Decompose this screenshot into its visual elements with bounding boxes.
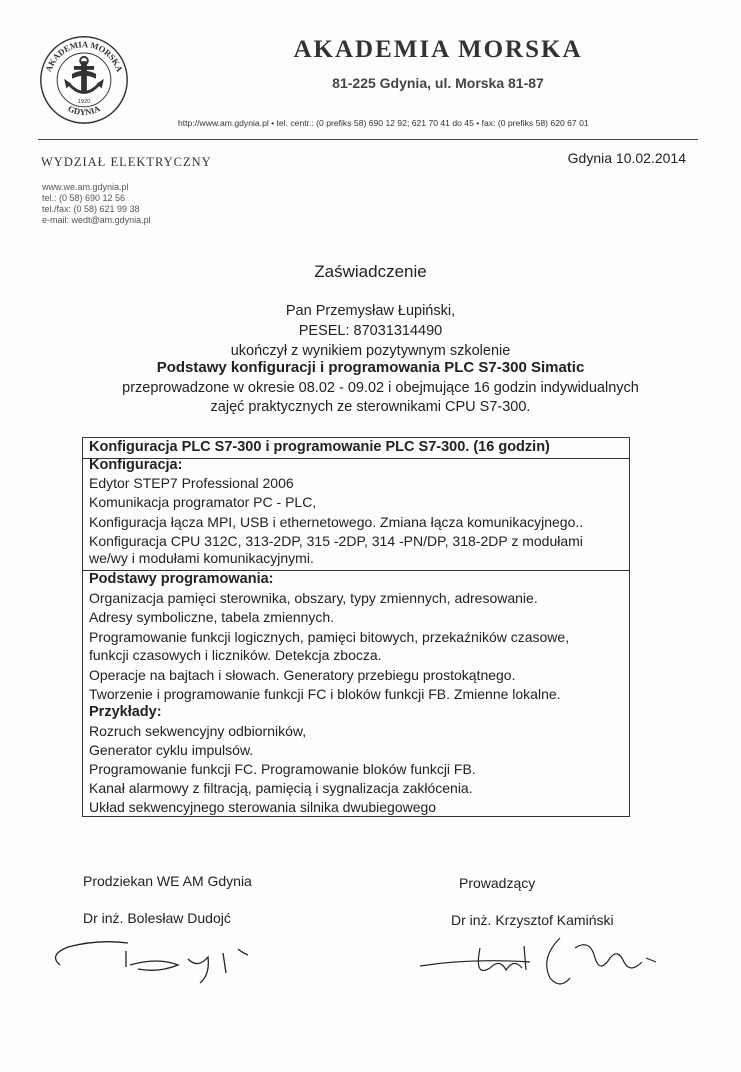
section-title-programming: Podstawy programowania:: [89, 571, 274, 587]
certificate-title: Zaświadczenie: [314, 262, 427, 281]
academy-address: 81-225 Gdynia, ul. Morska 81-87: [332, 75, 544, 91]
seal-city-text: GDYNIA: [66, 103, 102, 118]
academy-seal-logo: [36, 30, 132, 126]
handwritten-signature-right: [410, 918, 670, 993]
seal-year: 1920: [77, 98, 91, 105]
trainee-pesel: PESEL: 87031314490: [298, 323, 443, 339]
academy-contacts: http://www.am.gdynia.pl • tel. centr.: (0 prefiks 58) 690 12 92; 621 70 41 do 45 • fax: (0 prefiks 58) 620 67 01: [178, 118, 589, 128]
academy-title: AKADEMIA MORSKA: [293, 36, 583, 63]
list-item: Rozruch sekwencyjny odbiorników,: [89, 723, 307, 739]
list-item: funkcji czasowych i liczników. Detekcja zbocza.: [89, 647, 382, 663]
program-header: Konfiguracja PLC S7-300 i programowanie PLC S7-300. (16 godzin): [89, 439, 550, 455]
list-item: Konfiguracja łącza MPI, USB i ethernetowego. Zmiana łącza komunikacyjnego..: [89, 514, 584, 530]
course-period-line2: zajęć praktycznych ze sterownikami CPU S7-300.: [210, 399, 531, 415]
signatory-right-role: Prowadzący: [459, 875, 536, 891]
course-period-line1: przeprowadzone w okresie 08.02 - 09.02 i obejmujące 16 godzin indywidualnych: [122, 380, 639, 396]
list-item: Edytor STEP7 Professional 2006: [89, 475, 294, 491]
list-item: Programowanie funkcji FC. Programowanie bloków funkcji FB.: [89, 761, 476, 777]
list-item: Generator cyklu impulsów.: [89, 742, 254, 758]
list-item: Tworzenie i programowanie funkcji FC i bloków funkcji FB. Zmienne lokalne.: [89, 686, 561, 702]
faculty-website: www.we.am.gdynia.pl: [42, 182, 129, 192]
document-date: Gdynia 10.02.2014: [567, 150, 686, 166]
list-item: Konfiguracja CPU 312C, 313-2DP, 315 -2DP, 314 -PN/DP, 318-2DP z modułami: [89, 533, 583, 549]
trainee-name: Pan Przemysław Łupiński,: [285, 303, 456, 319]
faculty-name: WYDZIAŁ ELEKTRYCZNY: [41, 155, 212, 169]
handwritten-signature-left: [38, 925, 258, 985]
course-name: Podstawy konfiguracji i programowania PLC S7-300 Simatic: [156, 359, 585, 376]
faculty-phone: tel.: (0 58) 690 12 56: [42, 193, 126, 203]
section-title-examples: Przykłady:: [89, 704, 162, 720]
list-item: Organizacja pamięci sterownika, obszary, typy zmiennych, adresowanie.: [89, 590, 538, 606]
list-item: Komunikacja programator PC - PLC,: [89, 494, 317, 510]
list-item: Kanał alarmowy z filtracją, pamięcią i sygnalizacja zakłócenia.: [89, 780, 473, 796]
faculty-email: e-mail: wedt@am.gdynia.pl: [42, 215, 151, 225]
signatory-left-name: Dr inż. Bolesław Dudojć: [83, 910, 231, 926]
list-item: Programowanie funkcji logicznych, pamięci bitowych, przekaźników czasowe,: [89, 629, 570, 645]
signatory-left-role: Prodziekan WE AM Gdynia: [83, 873, 252, 889]
signatory-right-name: Dr inż. Krzysztof Kamiński: [451, 912, 614, 928]
svg-text:GDYNIA: [66, 103, 102, 117]
section-title-configuration: Konfiguracja:: [89, 457, 183, 473]
faculty-fax: tel./fax: (0 58) 621 99 38: [42, 204, 140, 214]
list-item: we/wy i modułami komunikacyjnymi.: [89, 550, 314, 566]
program-table: [82, 437, 630, 817]
header-divider: [38, 139, 698, 140]
list-item: Operacje na bajtach i słowach. Generatory przebiegu prostokątnego.: [89, 667, 516, 683]
list-item: Adresy symboliczne, tabela zmiennych.: [89, 609, 335, 625]
completion-statement: ukończył z wynikiem pozytywnym szkolenie: [230, 343, 511, 359]
list-item: Układ sekwencyjnego sterowania silnika dwubiegowego: [89, 799, 437, 815]
anchor-icon: [65, 57, 103, 93]
faculty-contacts: [42, 182, 151, 226]
seal-name-text: AKADEMIA MORSKA: [43, 39, 125, 74]
